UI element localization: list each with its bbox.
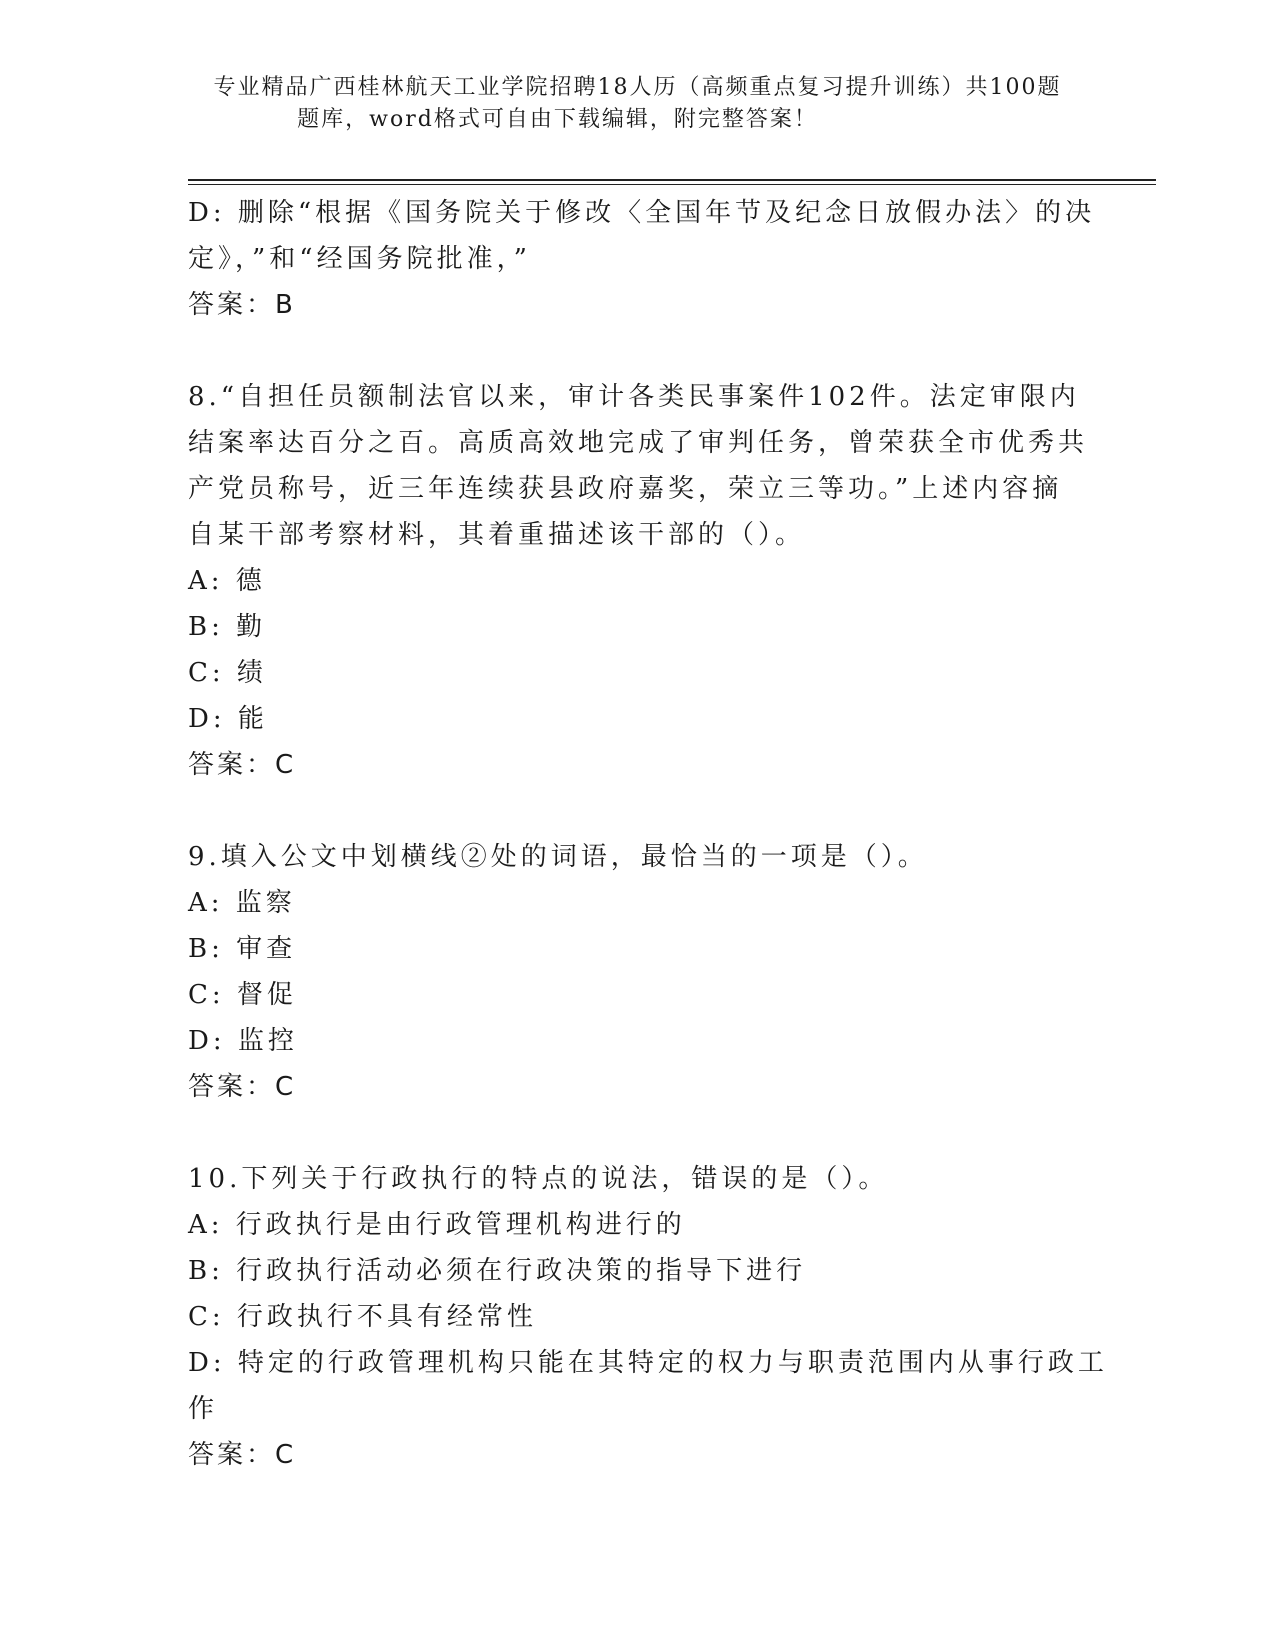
option-d: D: 监控 [188, 1026, 298, 1056]
header-rule-thin [188, 184, 1156, 185]
option-b: B: 行政执行活动必须在行政决策的指导下进行 [188, 1256, 807, 1286]
option-c: C: 行政执行不具有经常性 [188, 1302, 537, 1332]
option-b: B: 勤 [188, 612, 267, 642]
answer-line: 答案：C [188, 1072, 297, 1102]
option-a: A: 行政执行是由行政管理机构进行的 [188, 1210, 686, 1240]
option-d-continuation: 作 [188, 1394, 219, 1424]
header-title-line2: 题库，word格式可自由下载编辑，附完整答案！ [297, 107, 818, 132]
answer-line: 答案：C [188, 1440, 297, 1470]
question-stem-line: 10.下列关于行政执行的特点的说法，错误的是（）。 [188, 1164, 889, 1194]
question-9 [188, 834, 1088, 1110]
option-b: B: 审查 [188, 934, 297, 964]
question-stem-line: 9.填入公文中划横线②处的词语，最恰当的一项是（）。 [188, 842, 928, 872]
question-stem-line: 自某干部考察材料，其着重描述该干部的（）。 [188, 520, 806, 550]
document-body [188, 190, 1108, 1478]
option-c: C: 绩 [188, 658, 267, 688]
header-title-line1: 专业精品广西桂林航天工业学院招聘18人历（高频重点复习提升训练）共100题 [213, 75, 1062, 100]
option-c: C: 督促 [188, 980, 297, 1010]
answer-line: 答案：B [188, 290, 296, 320]
question-stem-line: 结案率达百分之百。高质高效地完成了审判任务，曾荣获全市优秀共 [188, 428, 1089, 458]
question-10 [188, 1156, 1108, 1478]
option-a: A: 监察 [188, 888, 296, 918]
prev-question-tail [188, 190, 1096, 328]
question-stem-line: 产党员称号，近三年连续获县政府嘉奖，荣立三等功。”上述内容摘 [188, 474, 1063, 504]
header-rule-thick [188, 179, 1156, 181]
option-d-line1: D: 删除“根据《国务院关于修改〈全国年节及纪念日放假办法〉的决 [188, 198, 1096, 228]
answer-line: 答案：C [188, 750, 297, 780]
question-stem-line: 8.“自担任员额制法官以来，审计各类民事案件102件。法定审限内 [188, 382, 1080, 412]
option-d: D: 特定的行政管理机构只能在其特定的权力与职责范围内从事行政工 [188, 1348, 1108, 1378]
option-a: A: 德 [188, 566, 266, 596]
option-d: D: 能 [188, 704, 268, 734]
question-8 [188, 374, 1088, 788]
document-header [0, 72, 1275, 136]
option-d-line2: 定》，”和“经国务院批准，” [188, 244, 531, 274]
